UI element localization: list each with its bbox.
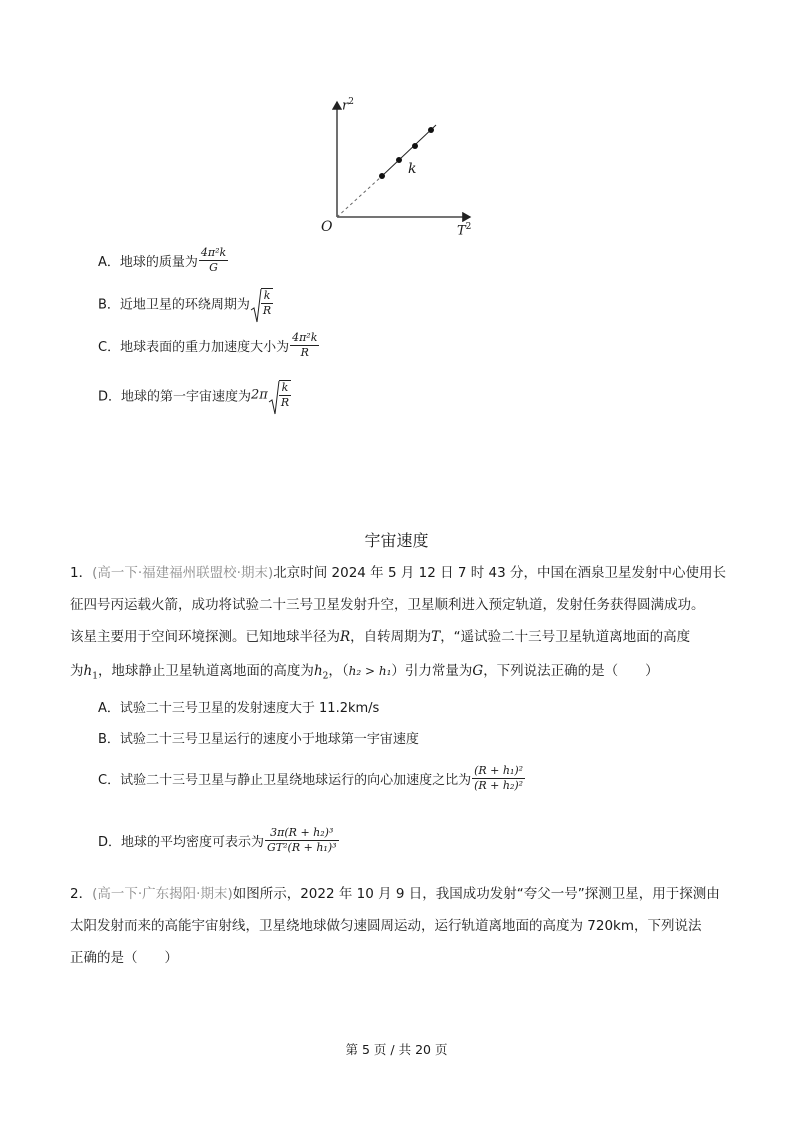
slope-label: k (408, 161, 417, 177)
x-axis-label: $T^2$ (457, 222, 472, 239)
data-point (428, 127, 434, 133)
q1-line-2: 征四号丙运载火箭，成功将试验二十三号卫星发射升空，卫星顺利进入预定轨道，发射任务获得圆满成功。 (70, 597, 705, 613)
q1-line-1: 1．(高一下·福建福州联盟校·期末)北京时间 2024 年 5 月 12 日 7 时 43 分，中国在酒泉卫星发射中心使用长 (70, 565, 727, 581)
q1-option-d: D．地球的平均密度可表示为 $\frac{\text{3π(R + h₂)³}}{\text{GT²(R + h₁)³}}$ (98, 826, 337, 854)
data-point (379, 173, 385, 179)
prev-option-d: D．地球的第一宇宙速度为2π $\frac{k}{R}$ (98, 380, 291, 410)
q1-line-4: 为$h_1$，地球静止卫星轨道离地面的高度为$h_2$，（h₂ > h₁）引力常量为G，下列说法正确的是（ ） (70, 663, 659, 682)
dashed-extension (337, 176, 382, 217)
prev-option-b: B．近地卫星的环绕周期为 $\frac{k}{R}$ (98, 288, 273, 318)
question-source: (高一下·福建福州联盟校·期末) (92, 565, 274, 581)
q2-line-1: 2．(高一下·广东揭阳·期末)如图所示，2022 年 10 月 9 日，我国成功发射“夸父一号”探测卫星，用于探测由 (70, 886, 720, 902)
question-number: 2． (70, 886, 93, 902)
question-source: (高一下·广东揭阳·期末) (92, 886, 233, 902)
q1-option-c: C．试验二十三号卫星与静止卫星绕地球运行的向心加速度之比为 $\frac{\text{(R + h₁)²}}{\text{(R + h₂)²}}$ (98, 764, 524, 792)
data-point (412, 143, 418, 149)
section-title: 宇宙速度 (364, 531, 429, 550)
page-footer: 第 5 页 / 共 20 页 (345, 1042, 448, 1057)
q2-line-3: 正确的是（ ） (70, 950, 178, 966)
prev-option-a: A．地球的质量为 $\frac{\text{4π²k}}{G}$ (98, 246, 227, 274)
q2-line-2: 太阳发射而来的高能宇宙射线，卫星绕地球做匀速圆周运动，运行轨道离地面的高度为 720km，下列说法 (70, 918, 702, 934)
sqrt-symbol: $\frac{k}{R}$ (250, 288, 273, 318)
prev-option-c: C．地球表面的重力加速度大小为 $\frac{\text{4π²k}}{R}$ (98, 331, 318, 359)
q1-line-3: 该星主要用于空间环境探测。已知地球半径为R，自转周期为T，“遥试验二十三号卫星轨道离地面的高度 (70, 629, 691, 645)
data-point (396, 157, 402, 163)
q1-option-a: A．试验二十三号卫星的发射速度大于 11.2km/s (98, 701, 380, 716)
y-axis-label: $r^2$ (342, 97, 354, 114)
q1-option-b: B．试验二十三号卫星运行的速度小于地球第一宇宙速度 (98, 732, 419, 747)
sqrt-symbol: $\frac{k}{R}$ (268, 380, 291, 410)
question-number: 1． (70, 565, 93, 581)
origin-label: O (321, 219, 333, 235)
r2-t2-graph (310, 92, 485, 242)
